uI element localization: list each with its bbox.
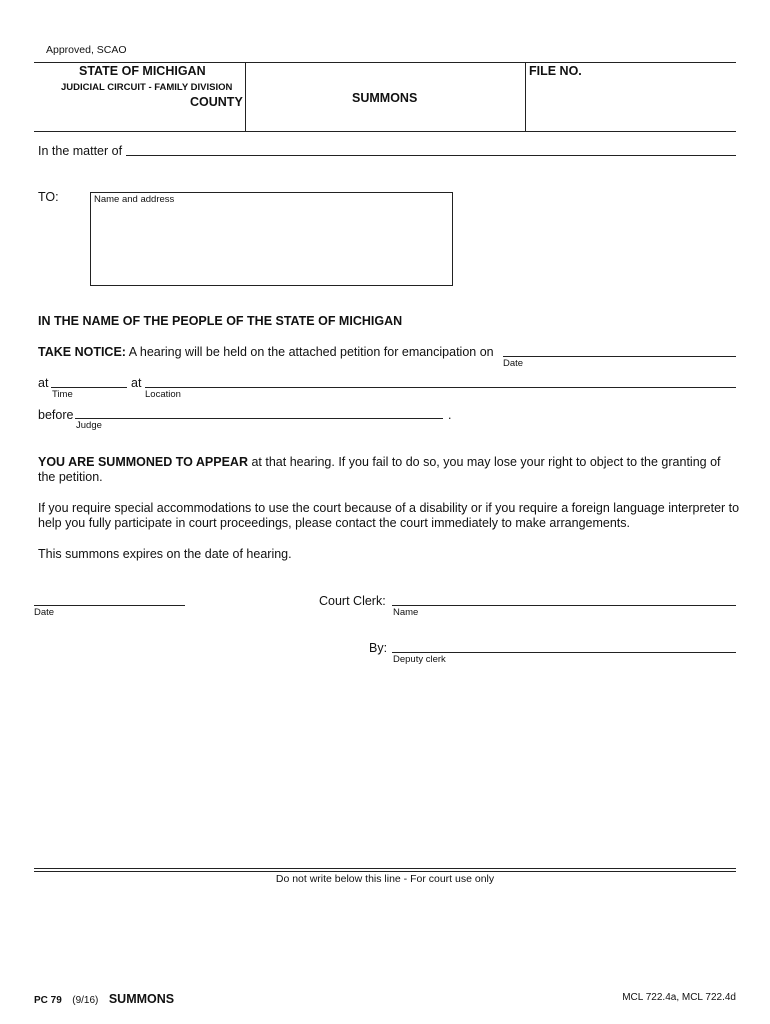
location-line: [145, 387, 736, 388]
before-label: before: [38, 408, 74, 422]
footer-mcl: MCL 722.4a, MCL 722.4d: [622, 992, 736, 1003]
county-input[interactable]: [36, 96, 186, 110]
name-address-input[interactable]: [94, 208, 448, 280]
deputy-line: [392, 652, 736, 653]
court-use-rule-1: [34, 868, 736, 869]
summoned-text: at that hearing. If you fail to do so, you may lose your right to object to the granting of: [251, 455, 721, 469]
clerk-name-input[interactable]: [394, 590, 734, 605]
court-use-rule-2: [34, 871, 736, 872]
footer-revision: (9/16): [72, 995, 99, 1006]
time-input[interactable]: [53, 372, 125, 387]
header-bottom-rule: [34, 131, 736, 132]
sign-date-line: [34, 605, 185, 606]
summoned-line-1: [38, 455, 721, 469]
footer-title: SUMMONS: [108, 992, 175, 1006]
approved-scao: Approved, SCAO: [46, 44, 127, 56]
court-use-note-text: Do not write below this line - For court use only: [275, 873, 495, 885]
take-notice-line: [38, 345, 494, 359]
at-label-1: at: [38, 376, 49, 390]
hearing-date-line: [503, 356, 736, 357]
time-caption: Time: [52, 389, 73, 400]
name-address-label: Name and address: [94, 194, 175, 205]
deputy-caption: Deputy clerk: [393, 654, 446, 665]
summoned-lead: YOU ARE SUMMONED TO APPEAR: [38, 455, 248, 469]
judge-period: .: [448, 408, 452, 422]
footer-left: [34, 990, 174, 1008]
expires-text: This summons expires on the date of hearing.: [38, 547, 292, 561]
file-no-label: FILE NO.: [529, 64, 582, 78]
sign-date-input[interactable]: [36, 590, 183, 605]
footer-form-number: PC 79: [34, 995, 62, 1006]
matter-input[interactable]: [128, 140, 732, 155]
county-label: COUNTY: [190, 95, 243, 109]
to-label: TO:: [38, 190, 59, 204]
circuit-label: JUDICIAL CIRCUIT - FAMILY DIVISION: [61, 82, 233, 93]
state-title: STATE OF MICHIGAN: [79, 64, 206, 78]
header-divider-right: [525, 62, 526, 132]
summoned-line-2: the petition.: [38, 470, 103, 484]
header-divider-left: [245, 62, 246, 132]
sign-date-caption: Date: [34, 607, 55, 618]
matter-line: [126, 155, 736, 156]
clerk-name-caption: Name: [393, 607, 419, 618]
circuit-number-input[interactable]: [36, 82, 58, 96]
form-title: SUMMONS: [352, 91, 418, 105]
at-label-2: at: [131, 376, 142, 390]
judge-line: [75, 418, 443, 419]
date-caption: Date: [503, 358, 524, 369]
matter-label: In the matter of: [38, 144, 123, 158]
court-use-note: [0, 873, 770, 885]
location-input[interactable]: [147, 372, 733, 387]
hearing-date-input[interactable]: [505, 341, 733, 356]
accommodations-line-1: If you require special accommodations to use the court because of a disability or if you require a foreign language interpreter to: [38, 501, 740, 515]
deputy-clerk-input[interactable]: [394, 637, 734, 652]
location-caption: Location: [145, 389, 181, 400]
file-no-input[interactable]: [530, 88, 730, 122]
take-notice-text: A hearing will be held on the attached petition for emancipation on: [128, 345, 494, 359]
court-clerk-label: Court Clerk:: [319, 594, 386, 608]
clerk-name-line: [392, 605, 736, 606]
people-heading: IN THE NAME OF THE PEOPLE OF THE STATE OF MICHIGAN: [38, 314, 403, 328]
accommodations-line-2: help you fully participate in court proceedings, please contact the court immediately to make arrangements.: [38, 516, 630, 530]
judge-caption: Judge: [76, 420, 102, 431]
take-notice-lead: TAKE NOTICE:: [38, 345, 126, 359]
header-top-rule: [34, 62, 736, 63]
time-line: [51, 387, 127, 388]
judge-input[interactable]: [77, 403, 441, 418]
by-label: By:: [369, 641, 388, 655]
